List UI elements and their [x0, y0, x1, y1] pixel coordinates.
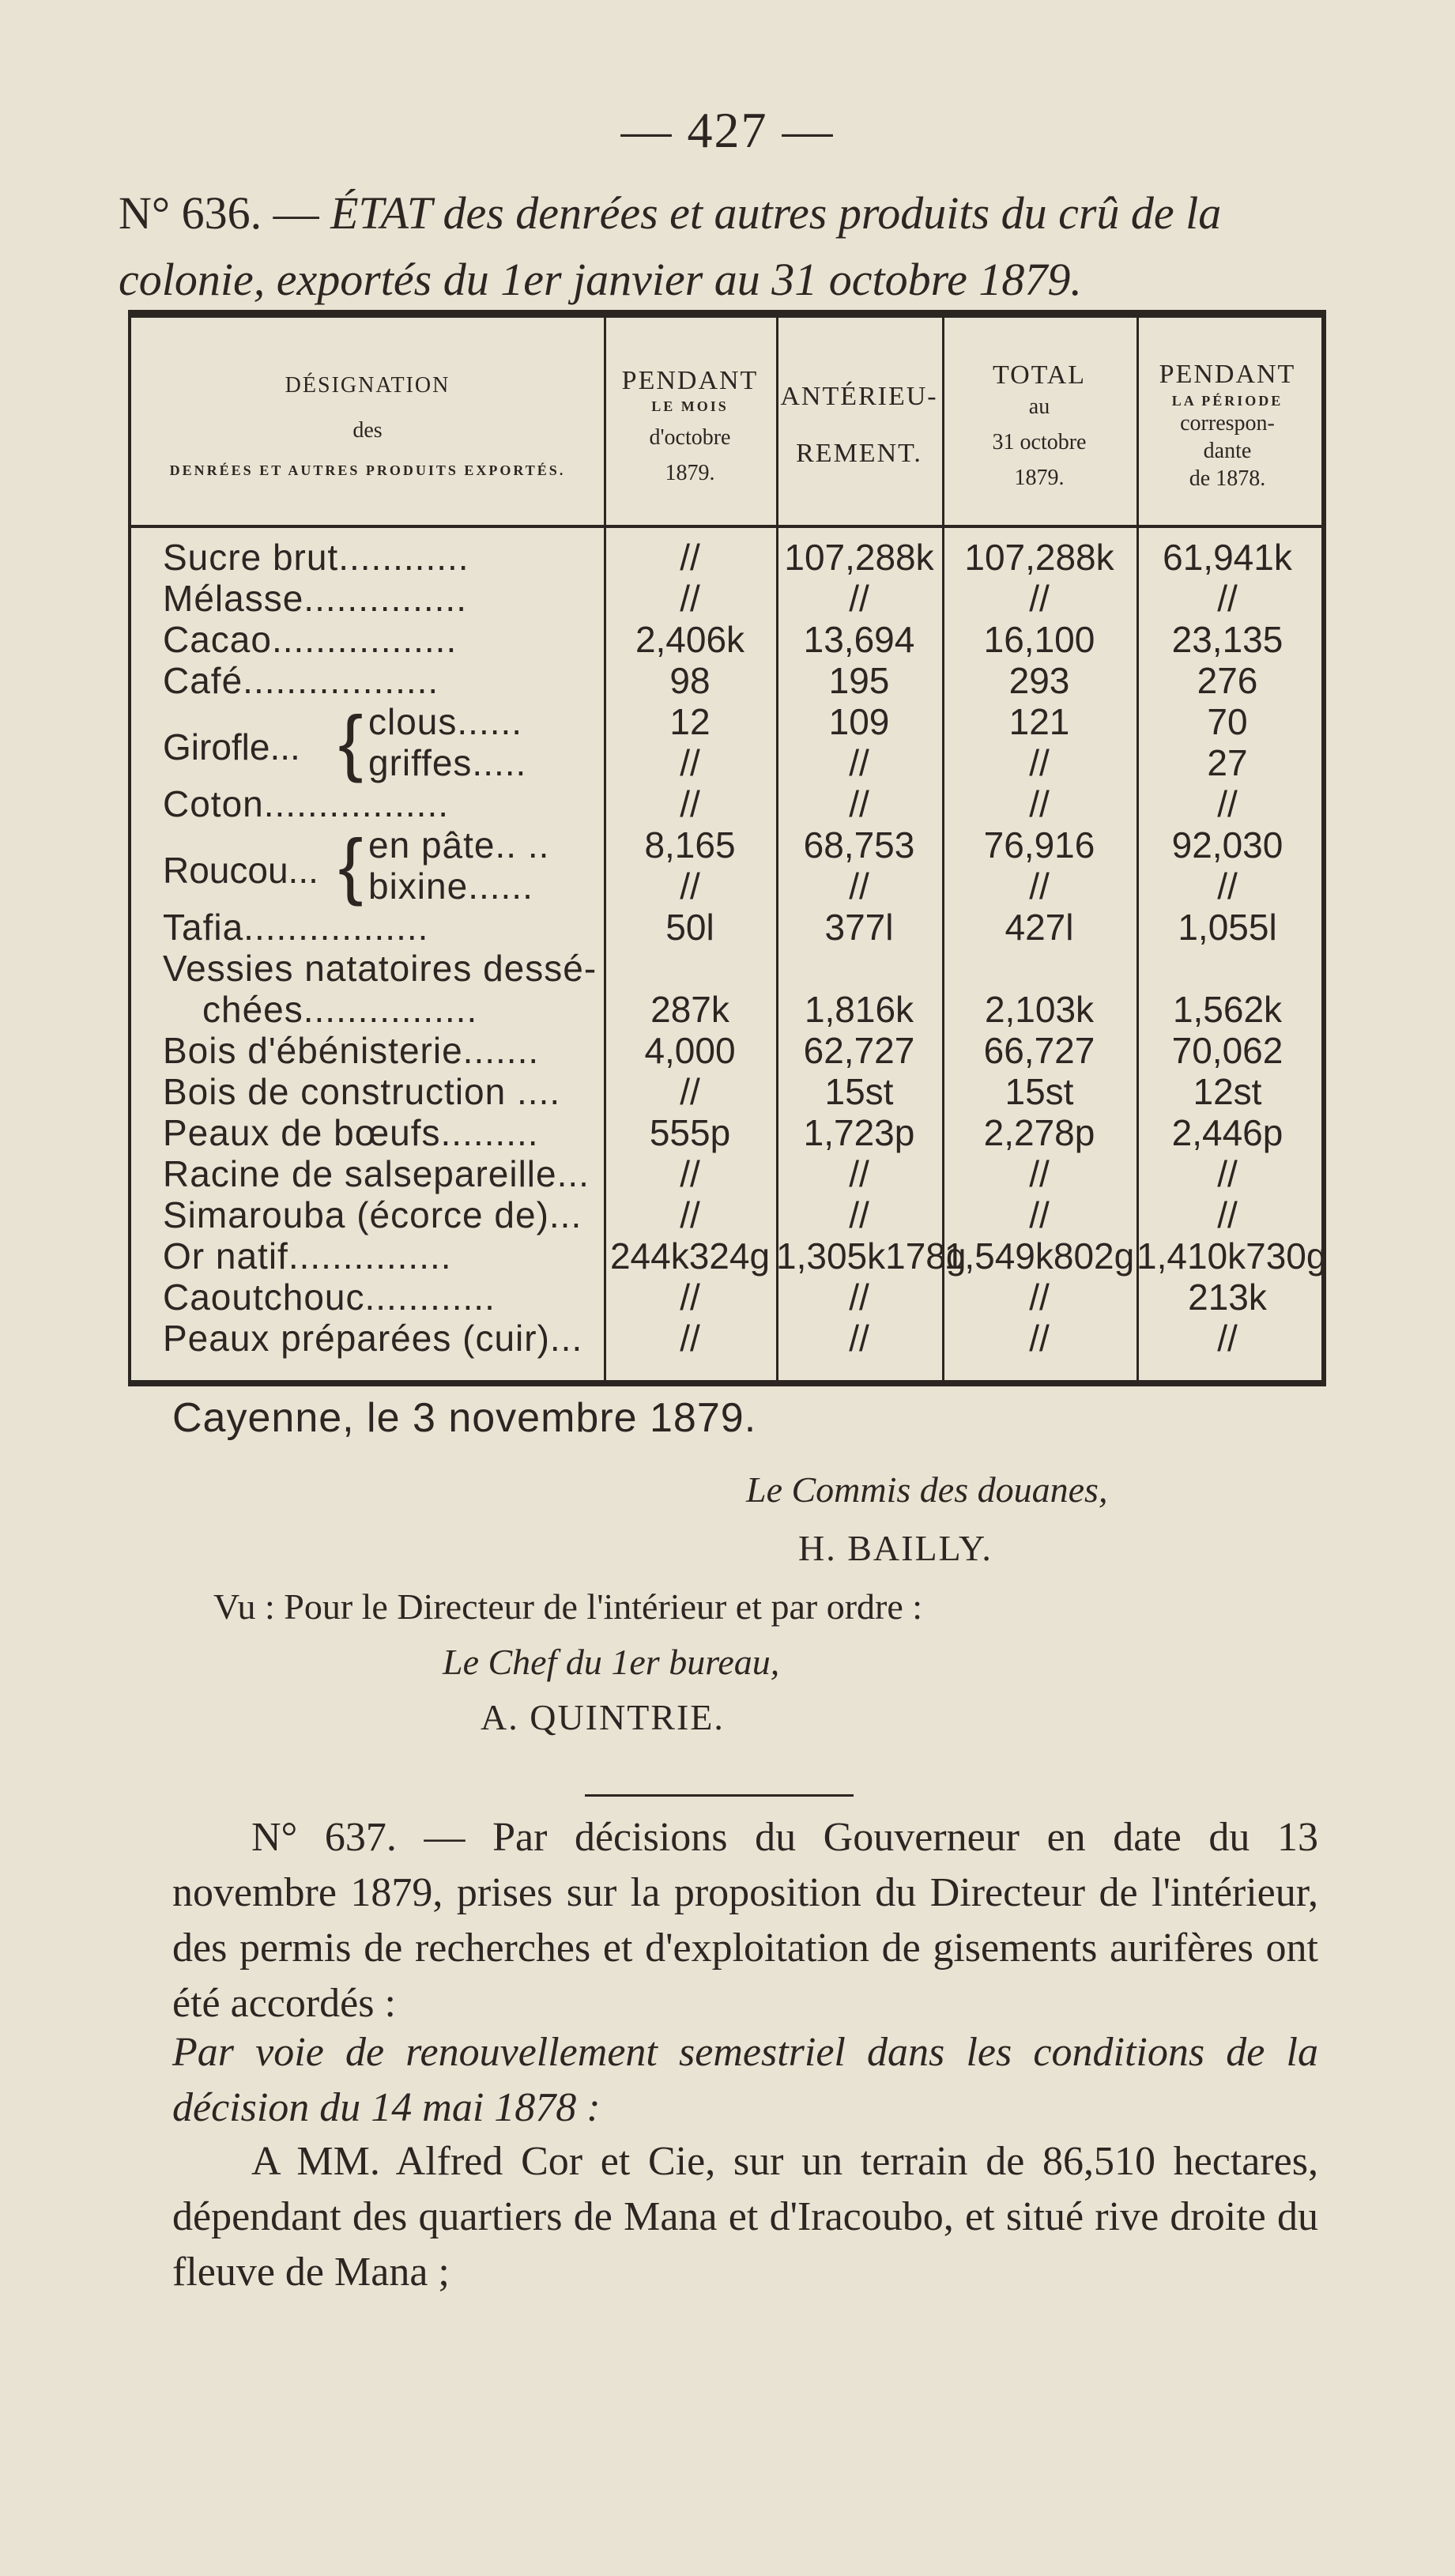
row-value-c1: //	[680, 537, 700, 578]
row-value-c1: 50l	[665, 907, 714, 948]
table-row	[131, 1112, 1321, 1153]
group-label-roucou: Roucou...	[163, 850, 319, 891]
row-value-c2: 1,305k178g	[776, 1235, 967, 1277]
row-value-c3: //	[1029, 1194, 1050, 1235]
row-value-c4: 12st	[1193, 1071, 1262, 1112]
row-value-c2: //	[849, 1194, 869, 1235]
table-row	[131, 701, 1321, 742]
row-value-c2: //	[849, 1277, 869, 1318]
row-value-c4: 1,055l	[1178, 907, 1277, 948]
row-value-c4: 2,446p	[1171, 1112, 1283, 1153]
row-value-c3: //	[1029, 1277, 1050, 1318]
header-col2: ANTÉRIEU- REMENT.	[780, 381, 938, 468]
row-value-c4: 276	[1197, 660, 1258, 701]
row-label: Sucre brut............	[163, 537, 469, 578]
row-value-c2: //	[849, 742, 869, 783]
row-value-c2: 377l	[824, 907, 894, 948]
brace-icon: {	[338, 824, 364, 907]
header-col3: TOTAL au 31 octobre 1879.	[992, 360, 1087, 490]
table-row	[131, 1277, 1321, 1318]
row-value-c4: //	[1217, 1194, 1238, 1235]
row-value-c3: //	[1029, 783, 1050, 824]
row-value-c3: 107,288k	[964, 537, 1114, 578]
table-row	[131, 948, 1321, 989]
row-value-c2: 107,288k	[784, 537, 934, 578]
row-value-c4: //	[1217, 866, 1238, 907]
row-label: Café..................	[163, 660, 439, 701]
title-number: N° 636. —	[119, 187, 319, 239]
table-row	[131, 578, 1321, 619]
row-value-c2: //	[849, 1153, 869, 1194]
table-row	[131, 989, 1321, 1030]
row-value-c4: 92,030	[1171, 824, 1283, 866]
row-value-c1: //	[680, 866, 700, 907]
row-value-c1: //	[680, 742, 700, 783]
table-row	[131, 660, 1321, 701]
row-value-c4: 70	[1207, 701, 1248, 742]
renewal-paragraph: Par voie de renouvellement semestriel dans les conditions de la décision du 14 mai 1878 :	[172, 2030, 1318, 2130]
row-value-c1: 2,406k	[635, 619, 745, 660]
row-value-c3: 293	[1008, 660, 1070, 701]
table-row	[131, 783, 1321, 824]
group-label-girofle: Girofle...	[163, 726, 300, 768]
row-value-c1: 4,000	[644, 1030, 736, 1071]
row-value-c3: 76,916	[983, 824, 1095, 866]
row-value-c3: 1,549k802g	[944, 1235, 1135, 1277]
row-value-c4: 1,562k	[1172, 989, 1283, 1030]
row-value-c1: 287k	[650, 989, 729, 1030]
row-value-c3: //	[1029, 578, 1050, 619]
row-value-c3: 66,727	[983, 1030, 1095, 1071]
row-value-c1: //	[680, 1153, 700, 1194]
row-value-c4: 1,410k730g	[1136, 1235, 1327, 1277]
row-label: Or natif...............	[163, 1235, 452, 1277]
table-row	[131, 907, 1321, 948]
header-col4: PENDANT LA PÉRIODE correspon- dante de 1878.	[1159, 360, 1296, 491]
row-value-c1: 244k324g	[609, 1235, 771, 1277]
row-value-c2: 62,727	[803, 1030, 915, 1071]
row-label: chées................	[202, 989, 478, 1030]
row-value-c1: //	[680, 1194, 700, 1235]
table-row	[131, 1194, 1321, 1235]
row-label: Vessies natatoires dessé-	[163, 948, 597, 989]
row-value-c4: //	[1217, 783, 1238, 824]
row-value-c1: //	[680, 783, 700, 824]
row-value-c4: 61,941k	[1163, 537, 1292, 578]
signature-name: H. BAILLY.	[798, 1528, 993, 1568]
row-label: Simarouba (écorce de)...	[163, 1194, 582, 1235]
row-value-c2: 195	[828, 660, 890, 701]
decision-paragraph: N° 637. — Par décisions du Gouverneur en date du 13 novembre 1879, prises sur la proposition du Directeur de l'intérieur, des permis de recherches et d'exploitation de gisements aurifères ont été accordés :	[172, 1815, 1318, 2026]
row-value-c1: //	[680, 578, 700, 619]
row-value-c2: 109	[828, 701, 890, 742]
signature-name-2: A. QUINTRIE.	[481, 1697, 725, 1737]
row-value-c3: 16,100	[983, 619, 1095, 660]
row-value-c4: //	[1217, 1318, 1238, 1359]
row-value-c3: 2,278p	[983, 1112, 1095, 1153]
row-value-c1: //	[680, 1277, 700, 1318]
row-value-c3: //	[1029, 1318, 1050, 1359]
row-label: Tafia.................	[163, 907, 429, 948]
row-label: Racine de salsepareille...	[163, 1153, 590, 1194]
row-label: Coton.................	[163, 783, 450, 824]
signature-title: Le Commis des douanes,	[746, 1469, 1108, 1510]
row-value-c1: 555p	[649, 1112, 731, 1153]
table-header	[131, 318, 1321, 528]
table-row	[131, 1030, 1321, 1071]
row-value-c2: 1,816k	[804, 989, 914, 1030]
title-text: ÉTAT des denrées et autres produits du crû de la colonie, exportés du 1er janvier au 31 octobre 1879.	[119, 187, 1222, 305]
row-value-c3: //	[1029, 1153, 1050, 1194]
table-row	[131, 619, 1321, 660]
row-value-c1: //	[680, 1318, 700, 1359]
row-value-c3: 15st	[1005, 1071, 1074, 1112]
row-value-c1: 12	[669, 701, 711, 742]
table-row	[131, 1235, 1327, 1277]
row-value-c2: //	[849, 578, 869, 619]
row-value-c3: //	[1029, 866, 1050, 907]
signature-title-2: Le Chef du 1er bureau,	[443, 1642, 780, 1682]
row-value-c2: 13,694	[803, 619, 915, 660]
exports-table	[128, 310, 1326, 1386]
row-value-c4: //	[1217, 578, 1238, 619]
row-label: Caoutchouc............	[163, 1277, 496, 1318]
header-designation: DÉSIGNATION des DENRÉES ET AUTRES PRODUITS EXPORTÉS.	[169, 372, 566, 478]
brace-icon: {	[338, 700, 364, 783]
row-value-c3: 427l	[1005, 907, 1074, 948]
row-value-c2: //	[849, 1318, 869, 1359]
row-value-c4: 27	[1207, 742, 1248, 783]
table-row	[131, 1071, 1321, 1112]
row-label: bixine......	[368, 866, 533, 907]
section-divider	[585, 1794, 854, 1797]
table-row	[131, 742, 1321, 783]
row-value-c1: 8,165	[644, 824, 736, 866]
row-value-c4: //	[1217, 1153, 1238, 1194]
row-value-c3: //	[1029, 742, 1050, 783]
page-number: — 427 —	[620, 102, 835, 158]
row-value-c1: //	[680, 1071, 700, 1112]
table-row	[131, 1318, 1321, 1359]
table-row	[131, 1153, 1321, 1194]
row-value-c2: //	[849, 866, 869, 907]
row-value-c2: //	[849, 783, 869, 824]
row-value-c2: 68,753	[803, 824, 915, 866]
row-value-c4: 70,062	[1171, 1030, 1283, 1071]
row-value-c4: 23,135	[1171, 619, 1283, 660]
approval-line: Vu : Pour le Directeur de l'intérieur et par ordre :	[213, 1586, 923, 1627]
document-title	[119, 180, 1351, 313]
row-label: Mélasse...............	[163, 578, 467, 619]
place-date: Cayenne, le 3 novembre 1879.	[172, 1395, 757, 1441]
row-value-c3: 2,103k	[984, 989, 1095, 1030]
row-label: Cacao.................	[163, 619, 458, 660]
row-value-c2: 1,723p	[803, 1112, 915, 1153]
header-col1: PENDANT LE MOIS d'octobre 1879.	[621, 365, 759, 485]
row-label: Peaux de bœufs.........	[163, 1112, 539, 1153]
table-row	[131, 537, 1321, 578]
row-label: Peaux préparées (cuir)...	[163, 1318, 583, 1359]
row-label: Bois d'ébénisterie.......	[163, 1030, 540, 1071]
row-value-c4: 213k	[1188, 1277, 1267, 1318]
row-label: griffes.....	[368, 742, 527, 783]
row-label: en pâte.. ..	[368, 824, 550, 866]
row-label: clous......	[368, 701, 523, 742]
row-label: Bois de construction ....	[163, 1071, 561, 1112]
grant-paragraph: A MM. Alfred Cor et Cie, sur un terrain de 86,510 hectares, dépendant des quartiers de Mana et d'Iracoubo, et situé rive droite du fleuve de Mana ;	[172, 2139, 1318, 2295]
row-value-c2: 15st	[824, 1071, 894, 1112]
row-value-c3: 121	[1008, 701, 1070, 742]
row-value-c1: 98	[669, 660, 711, 701]
